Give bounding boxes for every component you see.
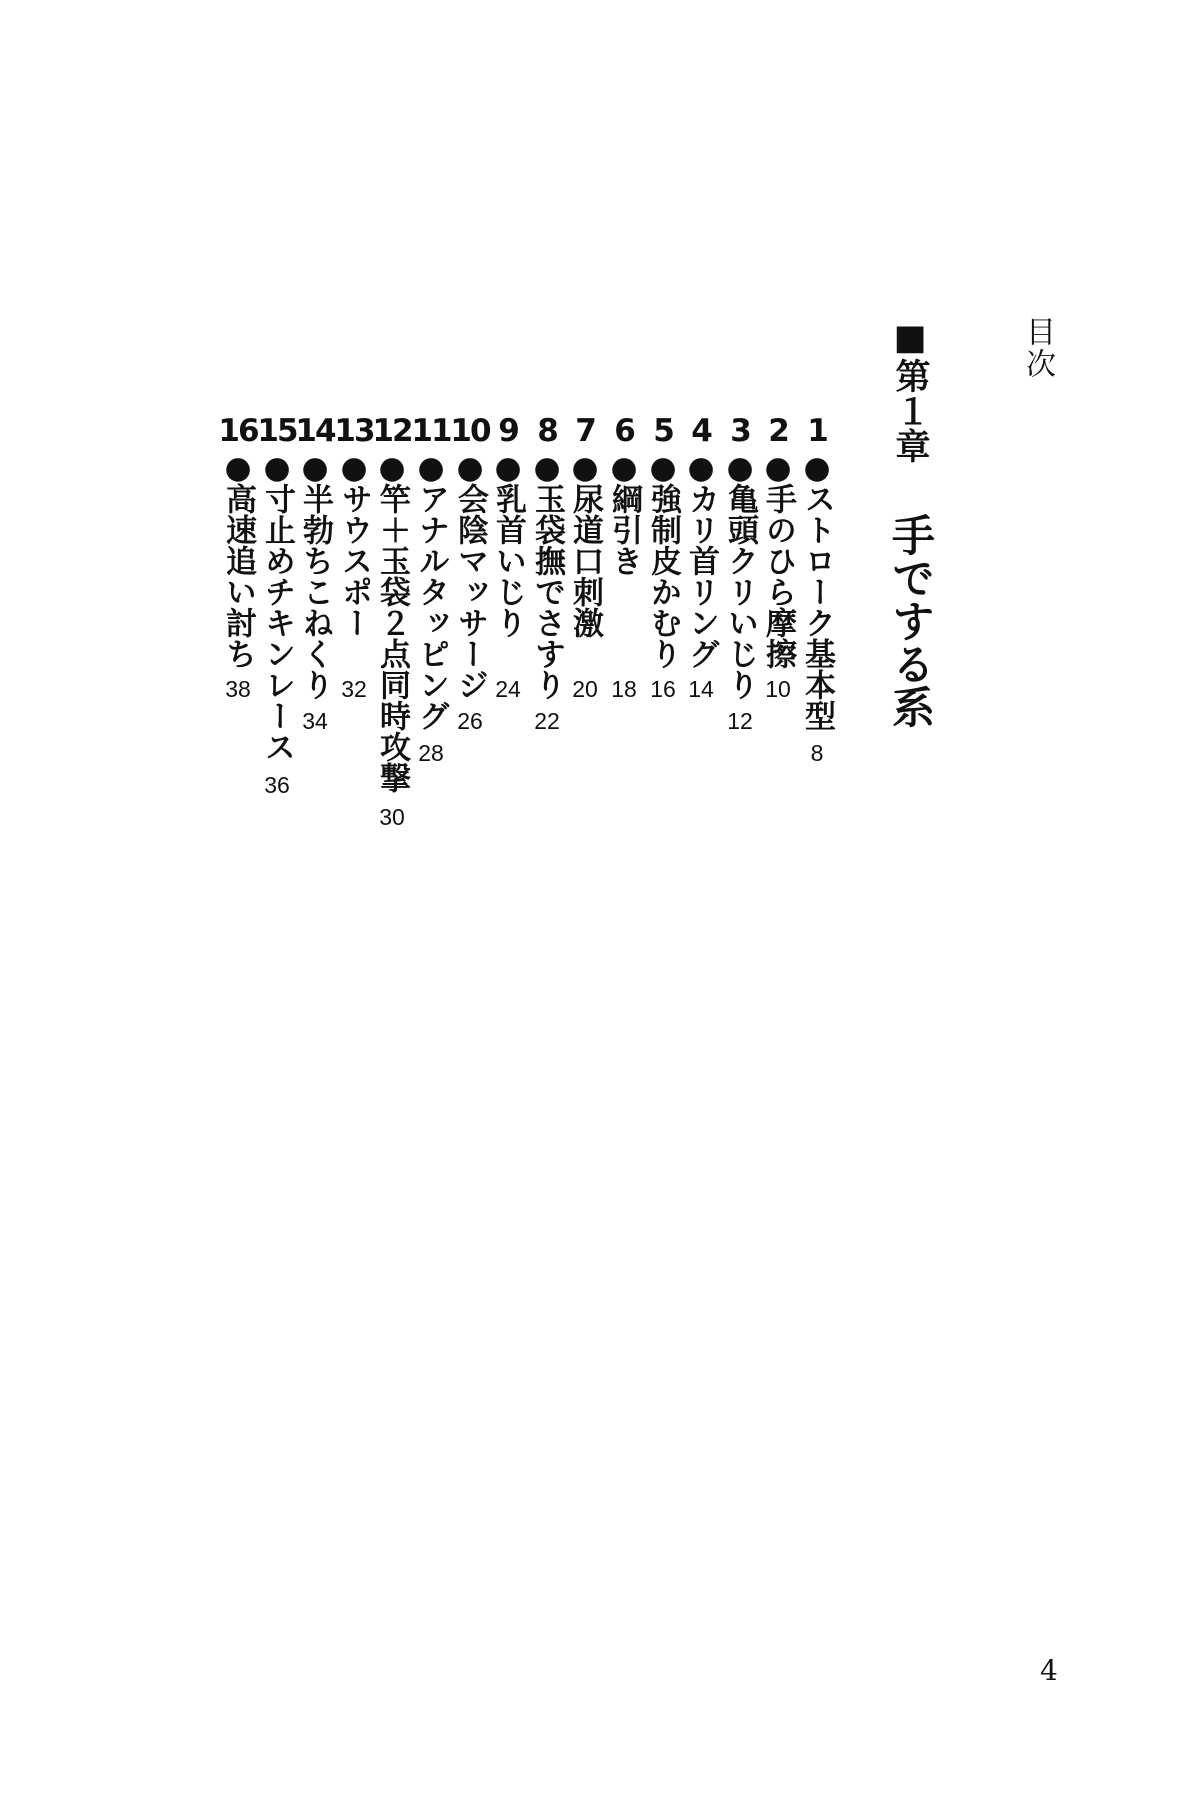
toc-entry-page: 20	[572, 676, 598, 702]
toc-entry-title	[680, 450, 722, 669]
toc-entry-page: 18	[611, 676, 637, 702]
toc-entry[interactable]	[487, 413, 529, 702]
toc-entry-number: 8	[537, 413, 557, 449]
toc-entry-number: 4	[691, 413, 711, 449]
toc-entry-title-text: 玉袋撫でさすり	[529, 483, 565, 700]
toc-entry[interactable]	[333, 413, 375, 702]
toc-entry-number: 12	[372, 413, 412, 449]
toc-entry-title	[757, 450, 799, 669]
toc-entry-title	[410, 450, 452, 731]
bullet-icon: ●	[722, 450, 758, 483]
toc-entry-title	[333, 450, 375, 638]
toc-entry-page: 36	[264, 772, 290, 798]
toc-entry-title	[526, 450, 568, 700]
toc-entry-page: 22	[534, 708, 560, 734]
chapter-label: ■第１章	[890, 318, 930, 463]
toc-entry-number: 7	[575, 413, 595, 449]
bullet-icon: ●	[297, 450, 333, 483]
toc-entry-title	[371, 450, 413, 793]
toc-entry-page: 12	[727, 708, 753, 734]
bullet-icon: ●	[567, 450, 603, 483]
toc-heading: 目次	[1020, 316, 1055, 380]
toc-entry-page: 26	[457, 708, 483, 734]
bullet-icon: ●	[606, 450, 642, 483]
toc-entry-page: 24	[495, 676, 521, 702]
toc-entry[interactable]	[564, 413, 606, 702]
toc-entry[interactable]	[796, 413, 838, 766]
toc-entry[interactable]	[410, 413, 452, 766]
toc-entry-page: 10	[765, 676, 791, 702]
toc-entry-title	[642, 450, 684, 669]
toc-entry-title-text: 竿＋玉袋２点同時攻撃	[374, 483, 410, 793]
bullet-icon: ●	[760, 450, 796, 483]
toc-entry-title	[294, 450, 336, 700]
toc-entry-number: 11	[411, 413, 451, 449]
bullet-icon: ●	[799, 450, 835, 483]
toc-entry[interactable]	[449, 413, 491, 734]
toc-entry-number: 13	[334, 413, 374, 449]
toc-entry-title	[256, 450, 298, 762]
toc-entry-title	[487, 450, 529, 638]
toc-entry-number: 10	[450, 413, 490, 449]
toc-entry-title-text: アナルタッピング	[413, 483, 449, 731]
toc-entry-title-text: 乳首いじり	[490, 483, 526, 638]
toc-entry[interactable]	[642, 413, 684, 702]
toc-entry-title-text: 会陰マッサージ	[452, 483, 488, 700]
toc-entry-title-text: 手のひら摩擦	[760, 483, 796, 669]
toc-entry[interactable]	[256, 413, 298, 798]
toc-entry-number: 14	[295, 413, 335, 449]
toc-entry[interactable]	[526, 413, 568, 734]
toc-entry-title-text: サウスポー	[336, 483, 372, 638]
toc-entry-page: 16	[650, 676, 676, 702]
toc-entry-page: 34	[302, 708, 328, 734]
toc-entry-number: 5	[653, 413, 673, 449]
toc-entry[interactable]	[603, 413, 645, 702]
toc-entry[interactable]	[371, 413, 413, 830]
toc-entry-page: 32	[341, 676, 367, 702]
toc-entry-page: 28	[418, 740, 444, 766]
chapter-heading	[880, 318, 941, 728]
bullet-icon: ●	[220, 450, 256, 483]
toc-entry-title	[564, 450, 606, 638]
bullet-icon: ●	[683, 450, 719, 483]
toc-entry-page: 38	[225, 676, 251, 702]
toc-entry-page: 8	[810, 740, 824, 766]
toc-entry-title	[603, 450, 645, 576]
toc-entry-title-text: 亀頭クリいじり	[722, 483, 758, 700]
bullet-icon: ●	[490, 450, 526, 483]
chapter-title: 手でする系	[885, 513, 935, 728]
toc-entry-number: 15	[257, 413, 297, 449]
toc-entry-title-text: カリ首リング	[683, 483, 719, 669]
toc-entry-number: 6	[614, 413, 634, 449]
bullet-icon: ●	[336, 450, 372, 483]
toc-entry-number: 3	[730, 413, 750, 449]
toc-entry-title-text: 寸止めチキンレース	[259, 483, 295, 762]
toc-entry[interactable]	[217, 413, 259, 702]
toc-entry-title-text: 高速追い討ち	[220, 483, 256, 669]
toc-entry-number: 1	[807, 413, 827, 449]
toc-entry-title	[217, 450, 259, 669]
page-number: 4	[1040, 1654, 1058, 1687]
bullet-icon: ●	[413, 450, 449, 483]
toc-entry-title	[719, 450, 761, 700]
toc-entry-title-text: ストローク基本型	[799, 483, 835, 731]
toc-entry-page: 14	[688, 676, 714, 702]
toc-entry-title-text: 半勃ちこねくり	[297, 483, 333, 700]
toc-entry-page: 30	[379, 804, 405, 830]
toc-entry[interactable]	[757, 413, 799, 702]
toc-entry-number: 9	[498, 413, 518, 449]
toc-entry-title-text: 強制皮かむり	[645, 483, 681, 669]
toc-entry-title-text: 尿道口刺激	[567, 483, 603, 638]
toc-entry[interactable]	[680, 413, 722, 702]
bullet-icon: ●	[259, 450, 295, 483]
toc-entry-title-text: 綱引き	[606, 483, 642, 576]
toc-entry[interactable]	[294, 413, 336, 734]
toc-entry[interactable]	[719, 413, 761, 734]
toc-entry-title	[449, 450, 491, 700]
bullet-icon: ●	[452, 450, 488, 483]
toc-entry-number: 16	[218, 413, 258, 449]
toc-entry-number: 2	[768, 413, 788, 449]
bullet-icon: ●	[645, 450, 681, 483]
bullet-icon: ●	[374, 450, 410, 483]
bullet-icon: ●	[529, 450, 565, 483]
